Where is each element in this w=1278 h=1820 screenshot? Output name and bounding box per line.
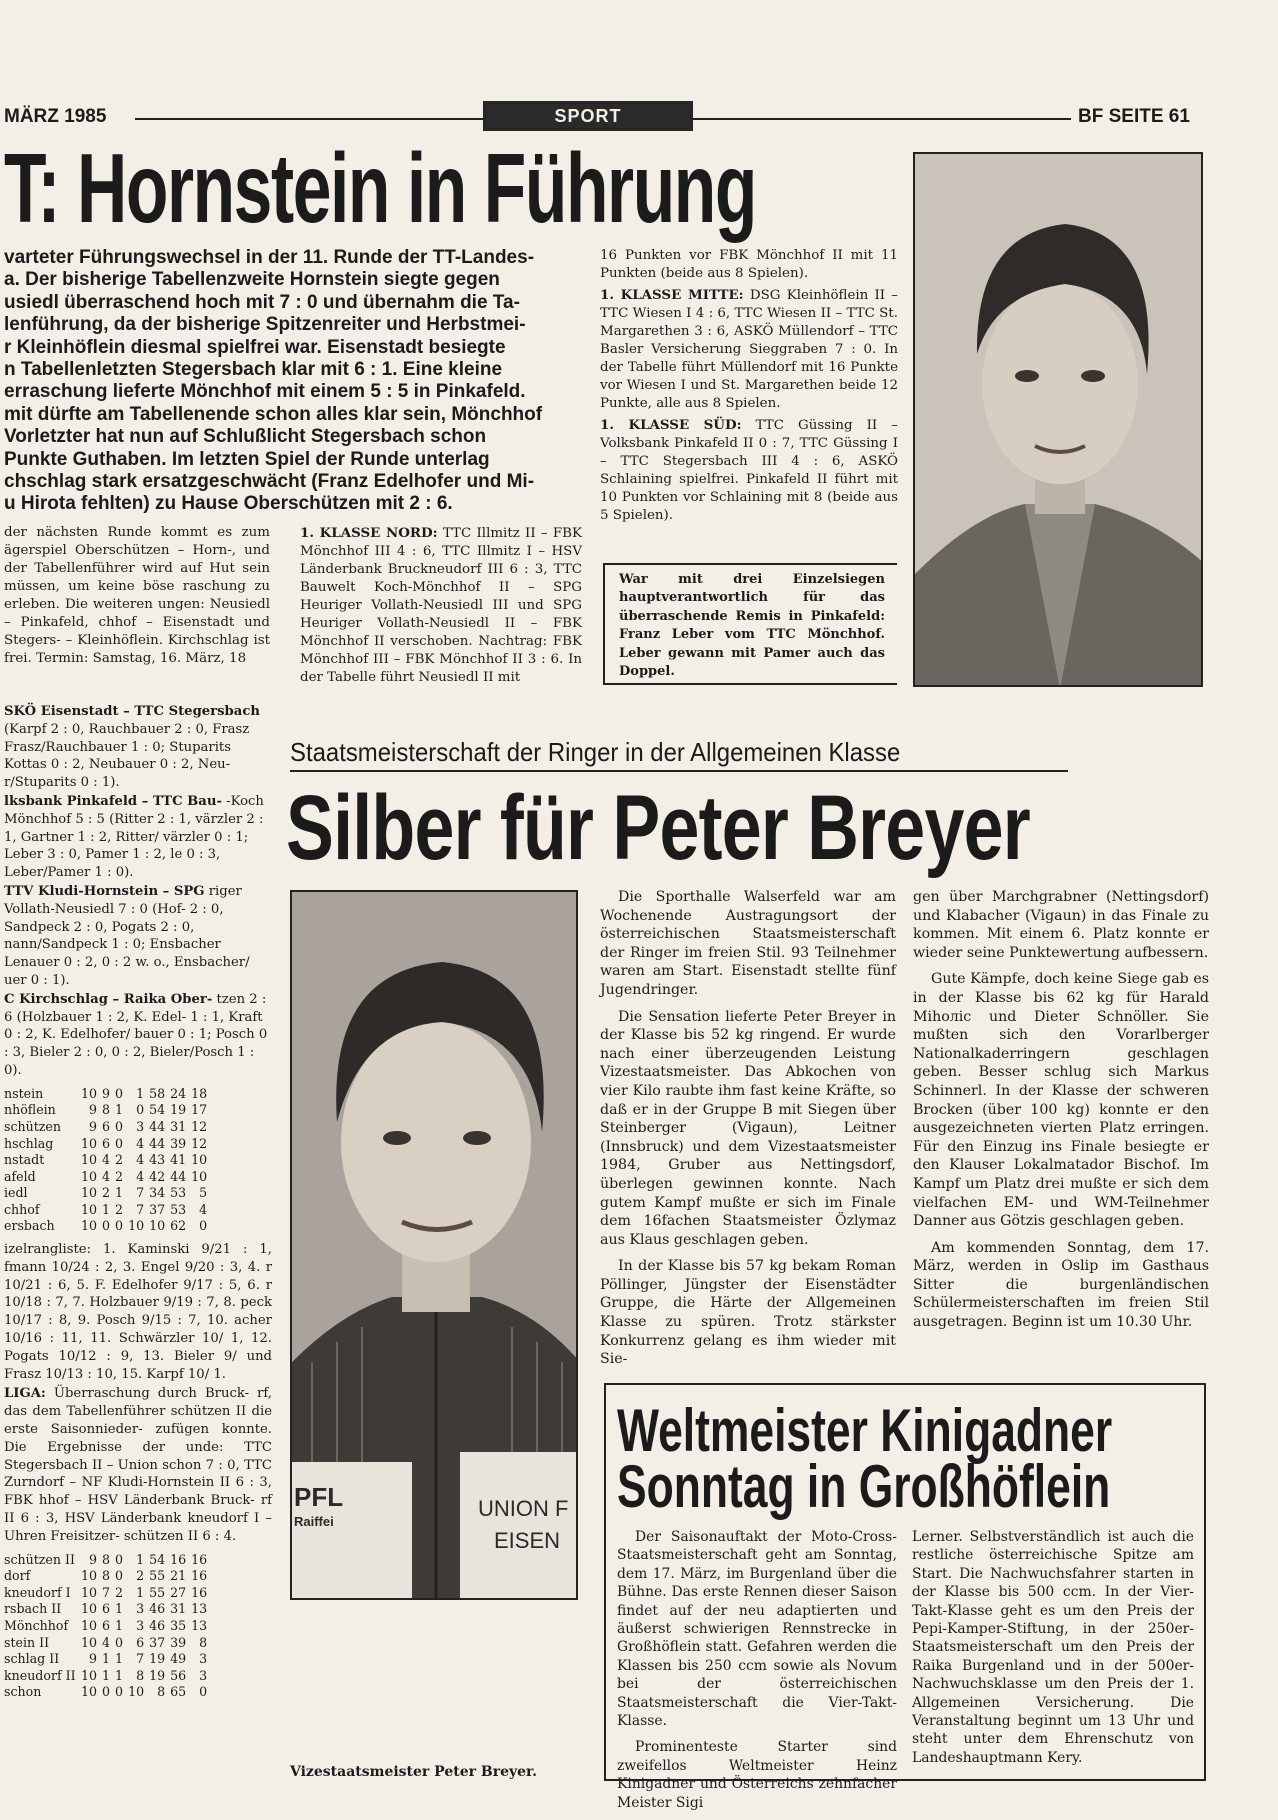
lead-line: u Hirota fehlten) zu Hause Oberschützen mit 2 : 6. — [4, 493, 453, 515]
kicker-underline — [290, 770, 1068, 772]
standings-cell: 0 — [115, 1218, 124, 1234]
standings-cell: 19 — [170, 1102, 187, 1118]
standings-cell: 46 — [149, 1601, 166, 1617]
article1-lead — [4, 247, 584, 516]
klasse-mitte-text: DSG Kleinhöflein II – TTC Wiesen I 4 : 6, TTC Wiesen II – TTC St. Margarethen 3 : 6, ASKÖ Müllendorf – TTC Basler Versicherung Sieggraben 7 : 0. In der Tabelle führt Müllendorf mit 16 Punkte vor Wiesen I und St. Margarethen beide 12 Punkte, alle aus 8 Spielen. — [600, 288, 899, 411]
standings-cell: kneudorf I — [4, 1584, 71, 1600]
standings-cell: 7 — [136, 1651, 145, 1667]
article1-col2 — [300, 524, 582, 687]
standings-cell: 10 — [81, 1218, 98, 1234]
article1-headline: T: Hornstein in Führung — [4, 133, 756, 243]
standings-cell: stein II — [4, 1634, 50, 1650]
article3-headline-line1: Weltmeister Kinigadner — [617, 1397, 1113, 1464]
standings-cell: Mönchhof — [4, 1618, 69, 1633]
standings-cell: 10 — [81, 1135, 98, 1151]
lead-line: varteter Führungswechsel in der 11. Runde der TT-Landes- — [4, 247, 535, 268]
standings-cell: nhöflein — [4, 1102, 56, 1118]
section-label: SPORT — [554, 106, 622, 126]
article2-col1 — [600, 888, 896, 1377]
standings-cell: 19 — [149, 1667, 166, 1683]
match-detail: riger Vollath-Neusiedl 7 : 0 (Hof- 2 : 0, Sandpeck 2 : 0, Pogats 2 : 0, nann/Sandpeck 1 : 0; Ensbacher Lenauer 0 : 2, 0 : 2 w. o., Ensbacher/ uer 0 : 1). — [4, 883, 250, 988]
standings-cell: rsbach II — [4, 1601, 62, 1617]
paragraph: Die Sporthalle Walserfeld war am Wochenende Austragungsort der österreichischen Staatsmeisterschaft der Ringer im freien Stil. 93 Teilnehmer waren am Start. Eisenstadt stellte fünf Jugendringer. — [600, 889, 896, 998]
standings-cell: 10 — [191, 1152, 208, 1168]
match-detail: (Karpf 2 : 0, Rauchbauer 2 : 0, Frasz Frasz/Rauchbauer 1 : 0; Stuparits Kottas 0 : 2, Neubauer 0 : 2, Neu- r/Stuparits 0 : 1). — [4, 721, 250, 791]
standings-cell: 0 — [115, 1551, 124, 1567]
standings-row — [4, 1651, 212, 1668]
standings-cell: schon — [4, 1684, 42, 1700]
standings-cell: 34 — [149, 1185, 166, 1201]
standings-cell: 2 — [102, 1185, 111, 1201]
standings-cell: 10 — [191, 1168, 208, 1184]
standings-cell: 7 — [102, 1584, 111, 1600]
standings-cell: 42 — [149, 1168, 166, 1184]
match-result — [4, 883, 272, 990]
standings-cell: kneudorf II — [4, 1667, 76, 1683]
standings-cell: 12 — [191, 1135, 208, 1151]
standings-cell: 49 — [170, 1651, 187, 1667]
standings-cell: schützen II — [4, 1551, 75, 1567]
standings-cell: 1 — [102, 1667, 111, 1683]
standings-cell: 55 — [149, 1584, 166, 1600]
klasse-nord-label: 1. KLASSE NORD: — [300, 525, 438, 541]
liga-text: Überraschung durch Bruck- rf, das dem Tabellenführer schützen II die erste Saisonnieder- zufügen konnte. Die Ergebnisse der unde: TTC Stegersbach II – Union schon 7 : 0, TTC Zurndorf – NF Kludi-Hornstein II 6 : 3, FBK hhof – HSV Länderbank Bruck- rf II 6 : 3, HSV Länderbank kneudorf I – Uhren Freisitzer- schützen II 6 : 4. — [4, 1386, 272, 1544]
standings-cell: 9 — [89, 1118, 98, 1134]
standings-cell: 16 — [170, 1551, 187, 1567]
lead-line: a. Der bisherige Tabellenzweite Hornstein siegte gegen — [4, 269, 500, 291]
standings-cell: 9 — [89, 1651, 98, 1667]
standings-cell: 24 — [170, 1085, 187, 1101]
standings-table-2 — [4, 1552, 212, 1701]
jersey-print-left-2: Raiffei — [294, 1514, 334, 1529]
standings-cell: chhof — [4, 1201, 40, 1217]
standings-cell: schützen — [4, 1118, 61, 1134]
match-result — [4, 991, 272, 1080]
standings-cell: 0 — [115, 1634, 124, 1650]
standings-row — [4, 1635, 212, 1652]
lead-line: erraschung lieferte Mönchhof mit einem 5 : 5 in Pinkafeld. — [4, 381, 526, 403]
standings-cell: 1 — [136, 1551, 145, 1567]
paragraph: Lerner. Selbstverständlich ist auch die restliche österreichische Spitze am Start. Die Nachwuchsfahrer starten in der Klasse bis 500 ccm. In der Vier-Takt-Klasse geht es um den Preis der Pepi-Kamper-Stiftung, in der 250er-Staatsmeisterschaft um den Preis der Raika Burgenland und in der 500er-Nachwuchsklasse um den Preis der 1. Allgemeinen Versicherung. Die Veranstaltung beginnt um 13 Uhr und steht unter dem Ehrenschutz von Landeshauptmann Kery. — [912, 1529, 1194, 1766]
standings-cell: 18 — [191, 1085, 208, 1101]
standings-cell: 16 — [191, 1568, 208, 1584]
standings-row — [4, 1585, 212, 1602]
liga-report — [4, 1385, 272, 1545]
standings-cell: iedl — [4, 1185, 28, 1201]
lead-line: usiedl überraschend hoch mit 7 : 0 und übernahm die Ta- — [4, 291, 520, 313]
klasse-sued-text: TTC Güssing II – Volksbank Pinkafeld II 0 : 7, TTC Güssing I – TTC Stegersbach III 4 : 6, ASKÖ Schlaining spielfrei. Pinkafeld II führt mit 10 Punkten vor Schlaining mit 8 (beide aus 5 Spielen). — [600, 418, 898, 523]
standings-cell: 7 — [136, 1201, 145, 1217]
standings-cell: 44 — [170, 1168, 187, 1184]
standings-cell: 0 — [102, 1218, 111, 1234]
standings-cell: 1 — [136, 1085, 145, 1101]
match-detail: tzen 2 : 6 (Holzbauer 1 : 2, K. Edel- 1 : 1, Kraft 0 : 2, K. Edelhofer/ bauer 0 : 1; Posch 0 : 3, Bieler 2 : 0, 0 : 2, Bieler/Posch 1 : 0). — [4, 991, 268, 1078]
standings-cell: 10 — [81, 1601, 98, 1617]
jersey-print-right: UNION F — [478, 1496, 569, 1521]
standings-cell: 62 — [170, 1218, 187, 1234]
standings-cell: 44 — [149, 1135, 166, 1151]
standings-cell: 10 — [81, 1618, 98, 1633]
standings-cell: 3 — [136, 1601, 145, 1617]
standings-cell: 10 — [81, 1152, 98, 1168]
standings-cell: 9 — [89, 1102, 98, 1118]
standings-cell: 10 — [149, 1218, 166, 1234]
standings-cell: 0 — [115, 1135, 124, 1151]
standings-cell: 10 — [81, 1584, 98, 1600]
standings-cell: schlag II — [4, 1651, 60, 1667]
standings-row — [4, 1086, 212, 1103]
standings-cell: 0 — [115, 1118, 124, 1134]
paragraph: Am kommenden Sonntag, dem 17. März, werden in Oslip im Gasthaus Sitter die burgenländischen Schülermeisterschaften im freien Stil ausgetragen. Beginn ist um 10.30 Uhr. — [913, 1239, 1209, 1331]
jersey-print-left: PFL — [294, 1482, 344, 1512]
standings-cell: 0 — [115, 1085, 124, 1101]
standings-cell: 3 — [136, 1618, 145, 1633]
standings-cell: 0 — [199, 1684, 208, 1700]
standings-cell: 7 — [136, 1185, 145, 1201]
standings-cell: 43 — [149, 1152, 166, 1168]
standings-table-1 — [4, 1086, 212, 1235]
standings-cell: 4 — [136, 1168, 145, 1184]
photo-peter-breyer — [290, 890, 578, 1600]
standings-cell: 0 — [199, 1218, 208, 1234]
standings-cell: 6 — [102, 1135, 111, 1151]
standings-cell: 19 — [149, 1651, 166, 1667]
standings-row — [4, 1684, 212, 1701]
match-result — [4, 793, 272, 882]
standings-cell: 10 — [81, 1201, 98, 1217]
standings-cell: 5 — [199, 1185, 208, 1201]
standings-row — [4, 1152, 212, 1169]
standings-cell: 6 — [136, 1634, 145, 1650]
standings-row — [4, 1618, 212, 1635]
standings-cell: 1 — [136, 1584, 145, 1600]
standings-cell: 4 — [102, 1152, 111, 1168]
article2-kicker: Staatsmeisterschaft der Ringer in der Allgemeinen Klasse — [290, 737, 901, 767]
paragraph: In der Klasse bis 57 kg bekam Roman Pöllinger, Jüngster der Eisenstädter Gruppe, die Härte der Allgemeinen Klasse zu spüren. Trotz stärkster Konkurrenz gelang es ihm wieder mit Sie- — [600, 1258, 896, 1368]
paragraph: Prominenteste Starter sind zweifellos Weltmeister Heinz Kinigadner und Österreichs zehnfacher Meister Sigi — [617, 1739, 897, 1811]
paragraph: Gute Kämpfe, doch keine Siege gab es in der Klasse bis 62 kg für Harald Mihoлic und Dieter Schnöller. Sie mußten sich den Vorarlberger Nationalkaderringern geschlagen geben. Besser schlug sich Markus Schinnerl. In der Klasse der schweren Brocken (über 100 kg) konnte er den ausgezeichneten vierten Platz erringen. Für den Einzug ins Finale besiegte er den Klauser Lokalmatador Bischof. Im Kampf um Platz drei mußte er sich dem vielfachen EM- und WM-Teilnehmer Danner aus Götzis geschlagen geben. — [913, 971, 1209, 1230]
standings-cell: 2 — [115, 1168, 124, 1184]
match-title: C Kirchschlag – Raika Ober- — [4, 991, 213, 1007]
standings-cell: 0 — [136, 1102, 145, 1118]
standings-cell: 9 — [102, 1085, 111, 1101]
standings-cell: 55 — [149, 1568, 166, 1584]
standings-cell: 3 — [199, 1667, 208, 1683]
standings-cell: 44 — [149, 1118, 166, 1134]
standings-cell: 2 — [115, 1152, 124, 1168]
standings-row — [4, 1102, 212, 1119]
photo-franz-leber — [913, 152, 1203, 687]
standings-cell: 1 — [115, 1651, 124, 1667]
standings-cell: 21 — [170, 1568, 187, 1584]
klasse-nord-text: TTC Illmitz II – FBK Mönchhof III 4 : 6, TTC Illmitz I – HSV Länderbank Bruckneudorf III 6 : 3, TTC Bauwelt Koch-Mönchhof II – SPG Heuriger Vollath-Neusiedl III und SPG Heuriger Vollath-Neusiedl II – FBK Mönchhof II verschoben. Nachtrag: FBK Mönchhof III – FBK Mönchhof II 3 : 6. In der Tabelle führt Neusiedl II mit — [300, 526, 582, 685]
standings-cell: 41 — [170, 1152, 187, 1168]
standings-cell: 10 — [128, 1218, 145, 1234]
issue-date: MÄRZ 1985 — [4, 106, 107, 127]
photo-caption-breyer: Vizestaatsmeister Peter Breyer. — [290, 1764, 537, 1780]
lead-line: mit dürfte am Tabellenende schon alles klar sein, Mönchhof — [4, 403, 543, 425]
standings-cell: 10 — [81, 1085, 98, 1101]
lead-line: Vorletzter hat nun auf Schlußlicht Stegersbach schon — [4, 426, 487, 448]
standings-cell: dorf — [4, 1568, 31, 1584]
standings-cell: 10 — [81, 1684, 98, 1700]
standings-cell: 10 — [128, 1684, 145, 1700]
standings-cell: 10 — [81, 1634, 98, 1650]
standings-cell: hschlag — [4, 1135, 54, 1151]
standings-row — [4, 1136, 212, 1153]
standings-cell: 0 — [102, 1684, 111, 1700]
standings-cell: 6 — [102, 1601, 111, 1617]
standings-row — [4, 1119, 212, 1136]
article1-col1: der nächsten Runde kommt es zum ägerspiel Oberschützen – Horn-, und der Tabellenführer wird auf Hut sein müssen, um keine böse raschung zu erleben. Die weiteren ungen: Neusiedl – Pinkafeld, chhof – Eisenstadt und Stegers- – Kleinhöflein. Kirchschlag ist frei. Termin: Samstag, 16. März, 18 — [4, 525, 270, 666]
standings-cell: 1 — [115, 1618, 124, 1633]
page-number: BF SEITE 61 — [1078, 106, 1190, 127]
standings-cell: 31 — [170, 1118, 187, 1134]
section-badge — [483, 101, 693, 131]
standings-cell: 27 — [170, 1584, 187, 1600]
paragraph: gen über Marchgrabner (Nettingsdorf) und Klabacher (Vigaun) in das Finale zu kommen. Mit einem 6. Platz konnte er wieder seine Punktewertung aufbessern. — [913, 889, 1209, 961]
standings-cell: 2 — [115, 1584, 124, 1600]
header-rule-right — [693, 118, 1071, 120]
lead-line: n Tabellenletzten Stegersbach klar mit 6 : 1. Eine kleine — [4, 359, 503, 381]
article1-col3 — [600, 247, 898, 533]
standings-cell: 37 — [149, 1634, 166, 1650]
col3-mitte — [600, 286, 898, 413]
results-column — [4, 703, 272, 1701]
standings-cell: 4 — [136, 1152, 145, 1168]
standings-cell: 35 — [170, 1618, 187, 1633]
standings-cell: 16 — [191, 1584, 208, 1600]
photo-caption-box — [603, 563, 897, 685]
match-result — [4, 703, 272, 792]
col3-sued — [600, 416, 898, 525]
standings-cell: 56 — [170, 1667, 187, 1683]
standings-cell: 9 — [89, 1551, 98, 1567]
standings-cell: 8 — [102, 1102, 111, 1118]
standings-cell: 1 — [115, 1102, 124, 1118]
standings-cell: afeld — [4, 1168, 36, 1184]
standings-row — [4, 1185, 212, 1202]
article3-headline-line2: Sonntag in Großhöflein — [617, 1453, 1111, 1520]
match-title: SKÖ Eisenstadt – TTC Stegersbach — [4, 704, 260, 719]
standings-cell: 10 — [81, 1168, 98, 1184]
standings-row — [4, 1601, 212, 1618]
standings-cell: 4 — [136, 1135, 145, 1151]
article3-col1 — [617, 1528, 897, 1820]
standings-cell: 31 — [170, 1601, 187, 1617]
standings-cell: nstein — [4, 1085, 44, 1101]
standings-cell: 4 — [102, 1634, 111, 1650]
liga-label: LIGA: — [4, 1386, 46, 1402]
standings-cell: 54 — [149, 1551, 166, 1567]
standings-cell: 58 — [149, 1085, 166, 1101]
standings-cell: 1 — [102, 1201, 111, 1217]
article2-col2 — [913, 888, 1209, 1340]
article2-headline: Silber für Peter Breyer — [286, 777, 1030, 879]
standings-cell: 39 — [170, 1634, 187, 1650]
standings-cell: 10 — [81, 1667, 98, 1683]
standings-row — [4, 1552, 212, 1569]
standings-cell: 37 — [149, 1201, 166, 1217]
lead-line: lenführung, da der bisherige Spitzenreiter und Herbstmei- — [4, 314, 526, 336]
standings-cell: 53 — [170, 1201, 187, 1217]
match-title: lksbank Pinkafeld – TTC Bau- — [4, 793, 222, 809]
klasse-sued-label: 1. KLASSE SÜD: — [600, 417, 742, 433]
match-detail: -Koch Mönchhof 5 : 5 (Ritter 2 : 1, värzler 2 : 1, Gartner 1 : 2, Ritter/ värzler 0 : 1; Leber 3 : 0, Pamer 1 : 2, le 0 : 3, Leber/Pamer 1 : 0). — [4, 793, 264, 881]
standings-cell: 6 — [102, 1118, 111, 1134]
standings-cell: 10 — [81, 1568, 98, 1584]
standings-cell: 8 — [102, 1568, 111, 1584]
standings-cell: 3 — [136, 1118, 145, 1134]
standings-row — [4, 1668, 212, 1685]
standings-cell: 39 — [170, 1135, 187, 1151]
standings-cell: 46 — [149, 1618, 166, 1633]
lead-line: r Kleinhöflein diesmal spielfrei war. Eisenstadt besiegte — [4, 336, 506, 358]
standings-cell: 6 — [102, 1618, 111, 1633]
portrait-illustration — [915, 154, 1203, 687]
klasse-mitte-label: 1. KLASSE MITTE: — [600, 287, 744, 303]
standings-row — [4, 1568, 212, 1585]
standings-cell: 8 — [157, 1684, 166, 1700]
lead-line: chschlag stark ersatzgeschwächt (Franz Edelhofer und Mi- — [4, 471, 535, 493]
standings-cell: 65 — [170, 1684, 187, 1700]
lead-line: Punkte Guthaben. Im letzten Spiel der Runde unterlag — [4, 448, 490, 470]
paragraph: Der Saisonauftakt der Moto-Cross-Staatsmeisterschaft geht am Sonntag, dem 17. März, im Burgenland über die Bühne. Das erste Rennen dieser Saison findet auf der neu adaptierten und äußerst schwierigen Rennstrecke in Großhöflein statt. Gefahren werden die Klassen bis 250 ccm sowie als Novum bei der österreichischen Staatsmeisterschaft die Vier-Takt-Klasse. — [617, 1529, 897, 1730]
article3-col2 — [912, 1528, 1194, 1775]
standings-cell: 10 — [81, 1185, 98, 1201]
standings-cell: 4 — [102, 1168, 111, 1184]
standings-cell: 53 — [170, 1185, 187, 1201]
standings-row — [4, 1202, 212, 1219]
standings-cell: 13 — [191, 1601, 208, 1617]
standings-cell: 3 — [199, 1651, 208, 1667]
standings-cell: 8 — [136, 1667, 145, 1683]
jersey-print-right-2: EISEN — [494, 1528, 561, 1553]
standings-cell: 8 — [102, 1551, 111, 1567]
standings-cell: 2 — [136, 1568, 145, 1584]
standings-cell: 2 — [115, 1201, 124, 1217]
standings-cell: 1 — [115, 1185, 124, 1201]
match-title: TTV Kludi-Hornstein – SPG — [4, 883, 205, 899]
standings-cell: nstadt — [4, 1152, 45, 1168]
standings-cell: 1 — [115, 1667, 124, 1683]
standings-cell: 8 — [199, 1634, 208, 1650]
standings-row — [4, 1218, 212, 1235]
paragraph: Die Sensation lieferte Peter Breyer in der Klasse bis 52 kg ringend. Er wurde nach einer überzeugenden Leistung Vizestaatsmeister. Das Abkochen von vier Kilo raubte ihm fast keine Kräfte, so daß er in der Gruppe B mit Siegen über Steinberger (Vigaun), Leitner (Innsbruck) und dem Vizestaatsmeister 1984, Gruber aus Nettingsdorf, überlegen gewinnen konnte. Nach gutem Kampf mußte er sich im Finale dem 16fachen Staatsmeister Özlymaz aus Klaus geschlagen geben. — [600, 1008, 896, 1248]
ranking-list: izelrangliste: 1. Kaminski 9/21 : 1, fmann 10/24 : 2, 3. Engel 9/20 : 3, 4. r 10/21 : 6, 5. F. Edelhofer 9/17 : 5, 6. r 10/18 : 7, 7. Holzbauer 9/19 : 7, 8. peck 10/17 : 8, 9. Posch 9/15 : 7, 10. acher 10/16 : 11, 11. Schwärzler 10/ 1, 12. Pogats 10/12 : 9, 13. Bieler 9/ und Frasz 10/13 : 10, 15. Karpf 10/ 1. — [4, 1242, 272, 1382]
standings-cell: 0 — [115, 1684, 124, 1700]
standings-cell: 1 — [115, 1601, 124, 1617]
standings-cell: 13 — [191, 1618, 208, 1633]
standings-row — [4, 1169, 212, 1186]
col3-intro: 16 Punkten vor FBK Mönchhof II mit 11 Punkten (beide aus 8 Spielen). — [600, 248, 898, 281]
header-rule-left — [135, 118, 483, 120]
standings-cell: 0 — [115, 1568, 124, 1584]
standings-cell: 16 — [191, 1551, 208, 1567]
standings-cell: 4 — [199, 1201, 208, 1217]
standings-cell: 54 — [149, 1102, 166, 1118]
standings-cell: 17 — [191, 1102, 208, 1118]
standings-cell: ersbach — [4, 1218, 55, 1234]
photo-caption-leber: War mit drei Einzelsiegen hauptverantwortlich für das überraschende Remis in Pinkafeld: Franz Leber vom TTC Mönchhof. Leber gewann mit Pamer auch das Doppel. — [619, 572, 885, 680]
standings-cell: 12 — [191, 1118, 208, 1134]
standings-cell: 1 — [102, 1651, 111, 1667]
